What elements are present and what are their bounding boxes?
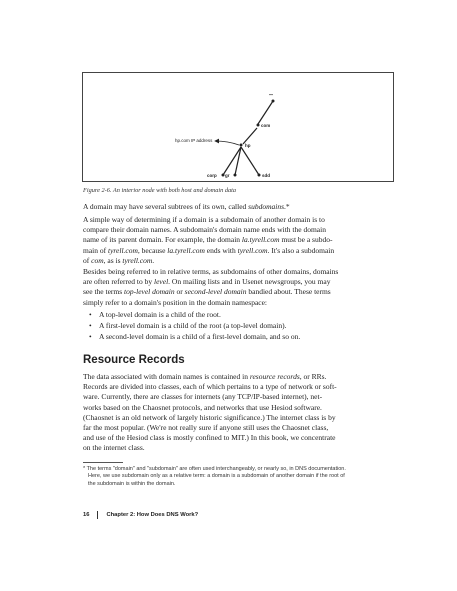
page-footer	[83, 511, 198, 519]
node-hp	[240, 144, 243, 147]
list-item: • A second-level domain is a child of a first-level domain, and so on.	[89, 332, 301, 341]
label-corp: corp	[207, 173, 217, 178]
node-com	[257, 124, 260, 127]
domain-tree-diagram	[83, 73, 395, 183]
chapter-title: Chapter 2: How Does DNS Work?	[106, 512, 199, 518]
list-item: • A top-level domain is a child of the root.	[89, 310, 221, 319]
figure-frame	[82, 72, 394, 182]
node-root	[272, 100, 275, 103]
label-ip-note: hp.com IP address	[175, 138, 213, 143]
paragraph-subdomain-test: A simple way of determining if a domain is a subdomain of another domain is to compare their domain names. A subdomain's domain name ends with the domain name of its parent domain. For example, the domain la.tyrell.com must be a subdo- main of tyrell.com, because la.tyrell.com ends with tyrell.com. It's also a subdomain of com, as is tyrell.com.	[83, 215, 335, 265]
label-gr: gr	[225, 173, 230, 178]
label-root: ""	[269, 93, 274, 98]
edge-com-hp	[243, 128, 257, 144]
footnote: * The terms "domain" and "subdomain" are often used interchangeably, or nearly so, in DNS documentation. Here, we use subdomain only as a relative term: a domain is a subdomain of another domain if the root of the subdomain is within the domain.	[83, 466, 346, 487]
paragraph-resource-records: The data associated with domain names is contained in resource records, or RRs. Records are divided into classes, each of which pertains to a type of network or soft- ware. Currently, there are classes for internets (any TCP/IP-based internet), net- works based on the Chaosnet protocols, and networks that use Hesiod software. (Chaosnet is an old network of largely historic significance.) The internet class is by far the most popular. (We're not really sure if anyone still uses the Chaosnet class, and use of the Hesiod class is mostly confined to MIT.) In this book, we concentrate on the internet class.	[83, 372, 337, 453]
label-hp: hp	[245, 143, 251, 148]
list-item: • A first-level domain is a child of the root (a top-level domain).	[89, 321, 287, 330]
page-number: 16	[83, 512, 90, 518]
figure-caption: Figure 2-6. An interior node with both host and domain data	[83, 187, 237, 194]
label-com: com	[261, 123, 271, 128]
section-title: Resource Records	[83, 354, 185, 366]
bullet-list	[83, 309, 393, 342]
paragraph-levels: Besides being referred to in relative terms, as subdomains of other domains, domains are often referred to by level. On mailing lists and in Usenet newsgroups, you may see the terms top-level domain or second-level domain bandied about. These terms simply refer to a domain's position in the domain namespace:	[83, 267, 339, 307]
ip-arrow	[215, 141, 239, 145]
edge-root-com	[258, 101, 273, 124]
paragraph-subdomains: A domain may have several subtrees of its own, called subdomains.*	[83, 202, 290, 211]
edge-hp-sdd	[241, 147, 259, 175]
node-sdd	[258, 174, 261, 177]
footer-separator	[97, 511, 98, 519]
footnote-divider	[83, 462, 123, 463]
label-sdd: sdd	[262, 173, 271, 178]
node-gr	[234, 174, 237, 177]
